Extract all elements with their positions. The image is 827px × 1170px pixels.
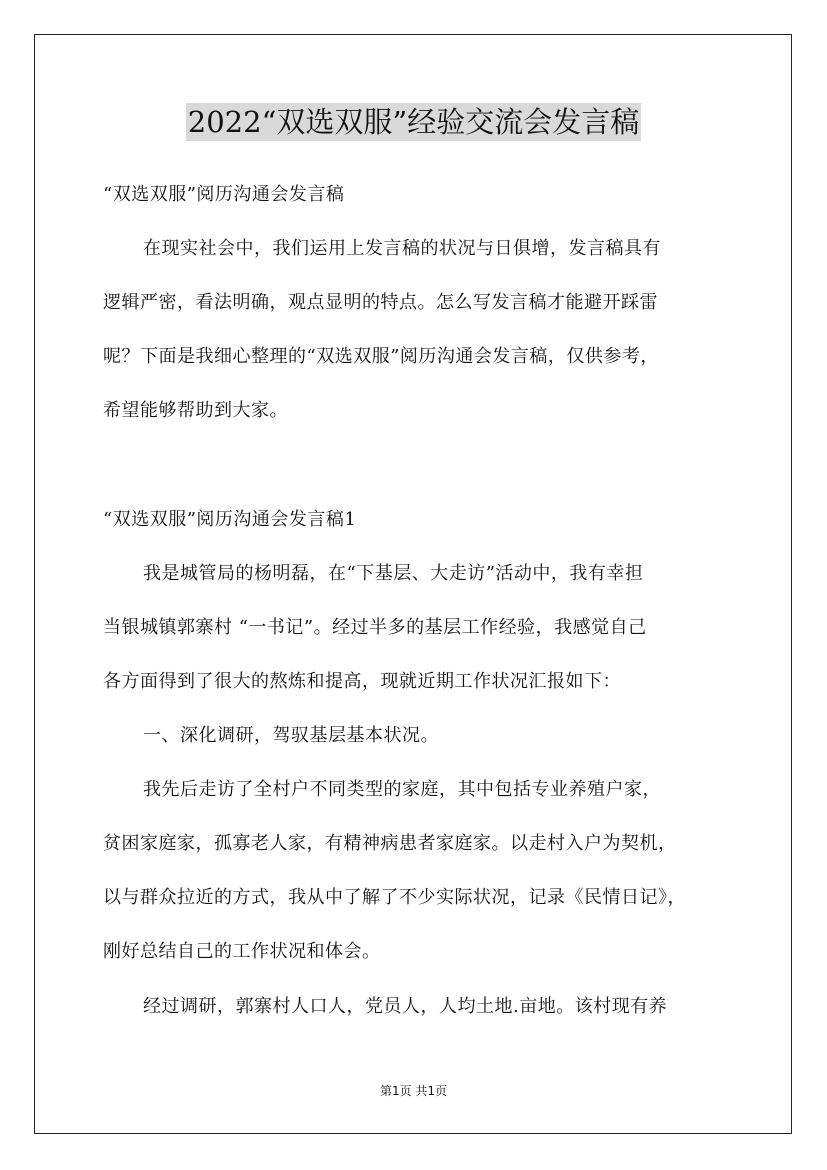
para1-line-2: 当银城镇郭寨村 “一书记”。经过半多的基层工作经验，我感觉自己 [103,617,647,638]
para2-line-1: 我先后走访了全村户不同类型的家庭，其中包括专业养殖户家， [143,779,661,800]
para2-line-3: 以与群众拉近的方式，我从中了解了不少实际状况，记录《民情日记》， [103,887,686,908]
intro-line-3: 呢？下面是我细心整理的“双选双服”阅历沟通会发言稿，仅供参考， [103,346,659,367]
para1-line-3: 各方面得到了很大的熬炼和提高，现就近期工作状况汇报如下： [103,671,621,692]
para2-line-4: 刚好总结自己的工作状况和体会。 [103,941,381,962]
section-title: “双选双服”阅历沟通会发言稿1 [103,509,357,530]
para2-line-2: 贫困家庭家，孤寡老人家，有精神病患者家庭家。以走村入户为契机， [103,833,677,854]
intro-line-1: 在现实社会中，我们运用上发言稿的状况与日俱增，发言稿具有 [143,238,661,259]
para1-line-1: 我是城管局的杨明磊，在“下基层、大走访”活动中，我有幸担 [143,563,644,584]
page-footer: 第1页 共1页 [379,1084,448,1098]
document-subtitle: “双选双服”阅历沟通会发言稿 [103,184,345,205]
intro-line-4: 希望能够帮助到大家。 [103,400,288,421]
para3-line-1: 经过调研，郭寨村人口人，党员人，人均土地.亩地。该村现有养 [143,996,668,1017]
document-title-text: 2022“双选双服”经验交流会发言稿 [187,105,640,139]
heading-1: 一、深化调研，驾驭基层基本状况。 [143,725,439,746]
document-title [0,100,827,144]
intro-line-2: 逻辑严密，看法明确，观点显明的特点。怎么写发言稿才能避开踩雷 [103,292,658,313]
